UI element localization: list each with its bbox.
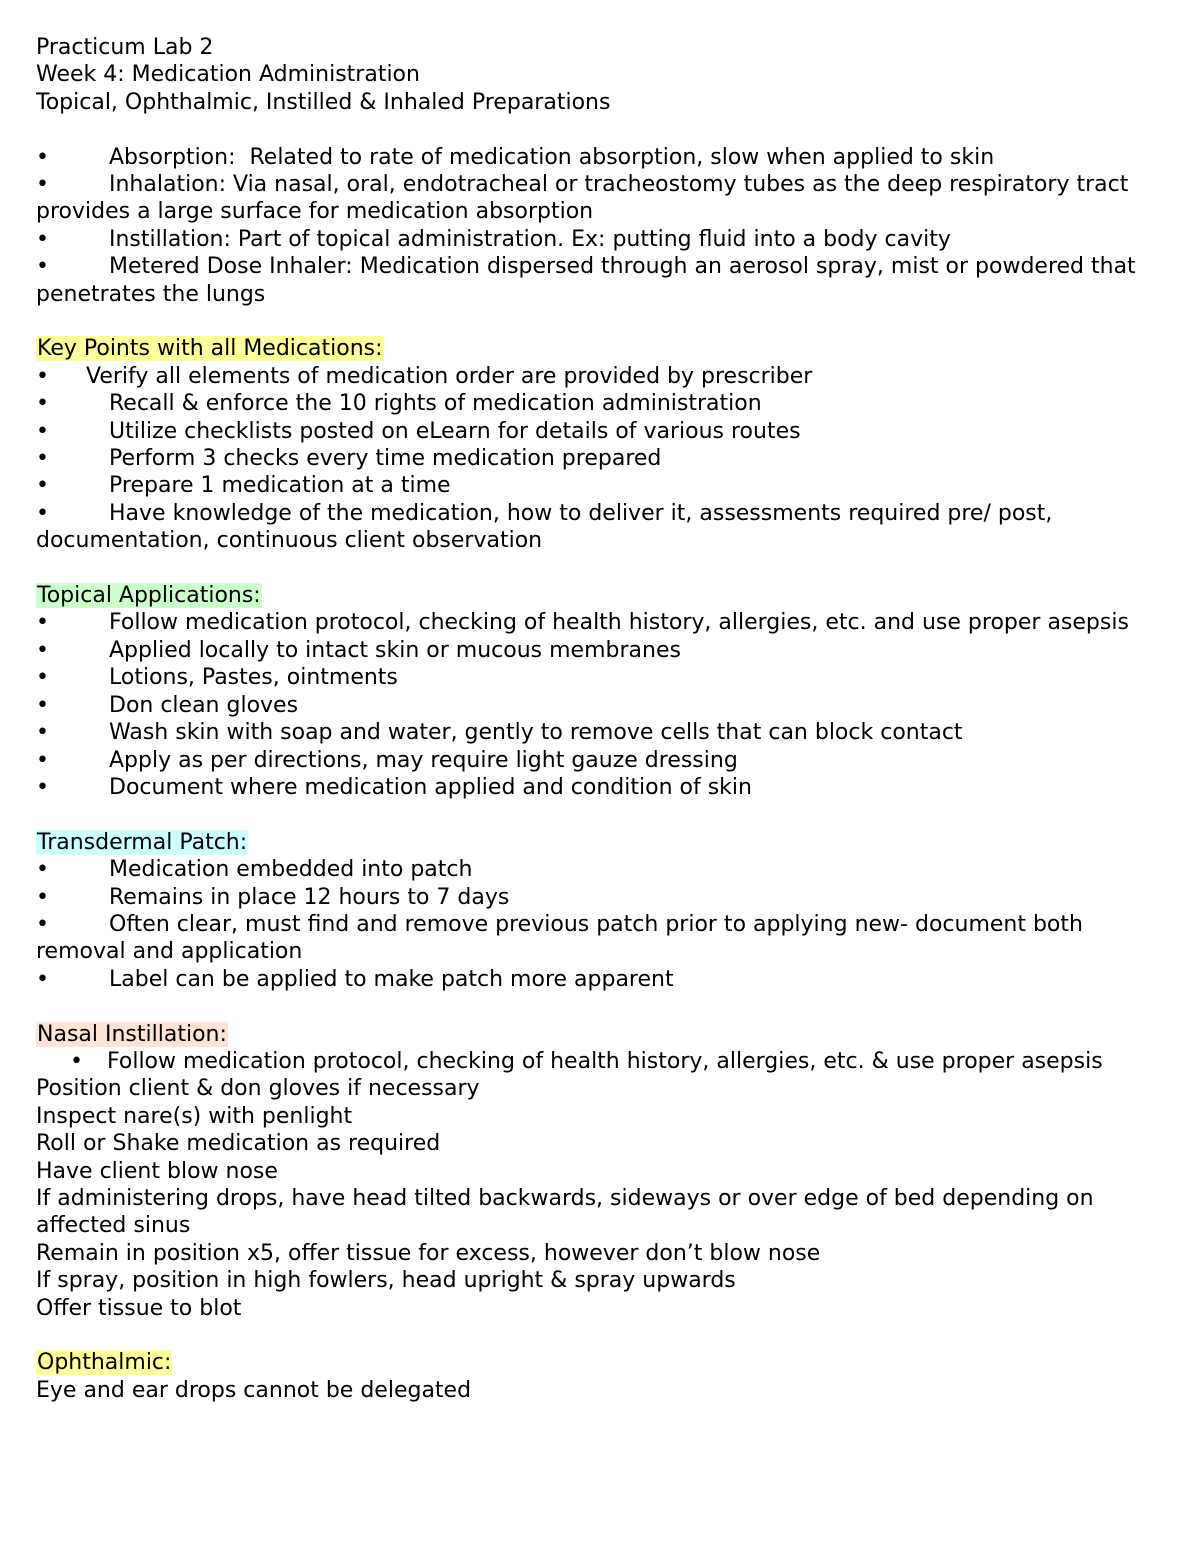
spacer [36,801,1166,828]
text-line: Eye and ear drops cannot be delegated [36,1377,472,1403]
bullet-icon: • [36,446,49,472]
list-item: • Label can be applied to make patch more apparent [36,966,674,992]
text-line: Inspect nare(s) with penlight [36,1103,353,1129]
section-topical [36,582,1166,801]
key-points-list [36,363,1166,555]
section-heading: Ophthalmic: [37,1350,172,1376]
bullet-icon: • [36,692,49,718]
list-item: • Remains in place 12 hours to 7 days [36,884,510,910]
list-item: • Prepare 1 medication at a time [36,473,451,499]
text-line: Roll or Shake medication as required [36,1131,441,1157]
list-item: • Applied locally to intact skin or mucous membranes [36,637,681,663]
bullet-icon: • [36,144,49,170]
list-item: • Recall & enforce the 10 rights of medication administration [36,391,762,417]
list-item: • Apply as per directions, may require light gauze dressing [36,747,738,773]
spacer [36,993,1166,1020]
text-line: If administering drops, have head tilted backwards, sideways or over edge of bed depending on affected sinus [36,1185,1101,1239]
text-line: Remain in position x5, offer tissue for excess, however don’t blow nose [36,1240,821,1266]
list-item: • Absorption: Related to rate of medication absorption, slow when applied to skin [36,144,995,170]
spacer [36,1322,1166,1349]
bullet-icon: • [36,966,49,992]
bullet-icon: • [36,610,49,636]
list-item: • Wash skin with soap and water, gently to remove cells that can block contact [36,720,963,746]
bullet-icon: • [36,363,49,389]
section-heading: Key Points with all Medications: [37,336,383,362]
doc-subtitle: Week 4: Medication Administration [36,62,420,88]
list-item: • Follow medication protocol, checking of health history, allergies, etc. & use proper asepsis [70,1048,1103,1074]
text-line: Position client & don gloves if necessary [36,1076,480,1102]
section-heading: Nasal Instillation: [37,1021,227,1047]
bullet-icon: • [36,254,49,280]
list-item: • Inhalation: Via nasal, oral, endotracheal or tracheostomy tubes as the deep respiratory tract provides a large surface for medication absorption [36,172,1136,225]
section-key-points [36,335,1166,554]
document-page [36,34,1166,1404]
intro-list [36,144,1166,308]
list-item: • Don clean gloves [36,692,299,718]
doc-title: Practicum Lab 2 [36,35,214,60]
list-item: • Follow medication protocol, checking of health history, allergies, etc. and use proper asepsis [36,610,1129,636]
list-item: • Instillation: Part of topical administration. Ex: putting fluid into a body cavity [36,226,951,252]
list-item: • Often clear, must find and remove previous patch prior to applying new- document both removal and application [36,911,1090,965]
bullet-icon: • [36,637,49,663]
list-item: • Document where medication applied and condition of skin [36,774,752,800]
bullet-icon: • [36,500,49,526]
document-header [36,34,1166,116]
list-item: • Metered Dose Inhaler: Medication dispersed through an aerosol spray, mist or powdered that penetrates the lungs [36,254,1143,307]
text-line: If spray, position in high fowlers, head upright & spray upwards [36,1268,736,1294]
list-item: • Have knowledge of the medication, how to deliver it, assessments required pre/ post, documentation, continuous client observation [36,500,1060,554]
bullet-icon: • [36,774,49,800]
nasal-bullet-list [36,1048,1166,1075]
bullet-icon: • [36,473,49,499]
bullet-icon: • [36,720,49,746]
bullet-icon: • [36,226,49,252]
bullet-icon: • [36,911,49,937]
bullet-icon: • [36,857,49,883]
bullet-icon: • [70,1048,83,1074]
section-heading: Transdermal Patch: [37,829,248,855]
list-item: • Utilize checklists posted on eLearn for details of various routes [36,418,801,444]
topical-list [36,609,1166,801]
text-line: Have client blow nose [36,1158,278,1184]
spacer [36,116,1166,143]
bullet-icon: • [36,391,49,417]
list-item: • Lotions, Pastes, ointments [36,665,398,691]
text-line: Offer tissue to blot [36,1295,242,1321]
bullet-icon: • [36,418,49,444]
doc-topic: Topical, Ophthalmic, Instilled & Inhaled Preparations [36,89,611,115]
bullet-icon: • [36,884,49,910]
bullet-icon: • [36,747,49,773]
section-ophthalmic [36,1349,1166,1404]
list-item: • Medication embedded into patch [36,857,473,883]
section-transdermal [36,829,1166,993]
list-item: • Verify all elements of medication order are provided by prescriber [36,363,813,389]
transdermal-list [36,856,1166,993]
list-item: • Perform 3 checks every time medication prepared [36,446,662,472]
spacer [36,308,1166,335]
bullet-icon: • [36,665,49,691]
spacer [36,555,1166,582]
section-nasal [36,1021,1166,1322]
bullet-icon: • [36,172,49,198]
section-heading: Topical Applications: [37,583,261,609]
